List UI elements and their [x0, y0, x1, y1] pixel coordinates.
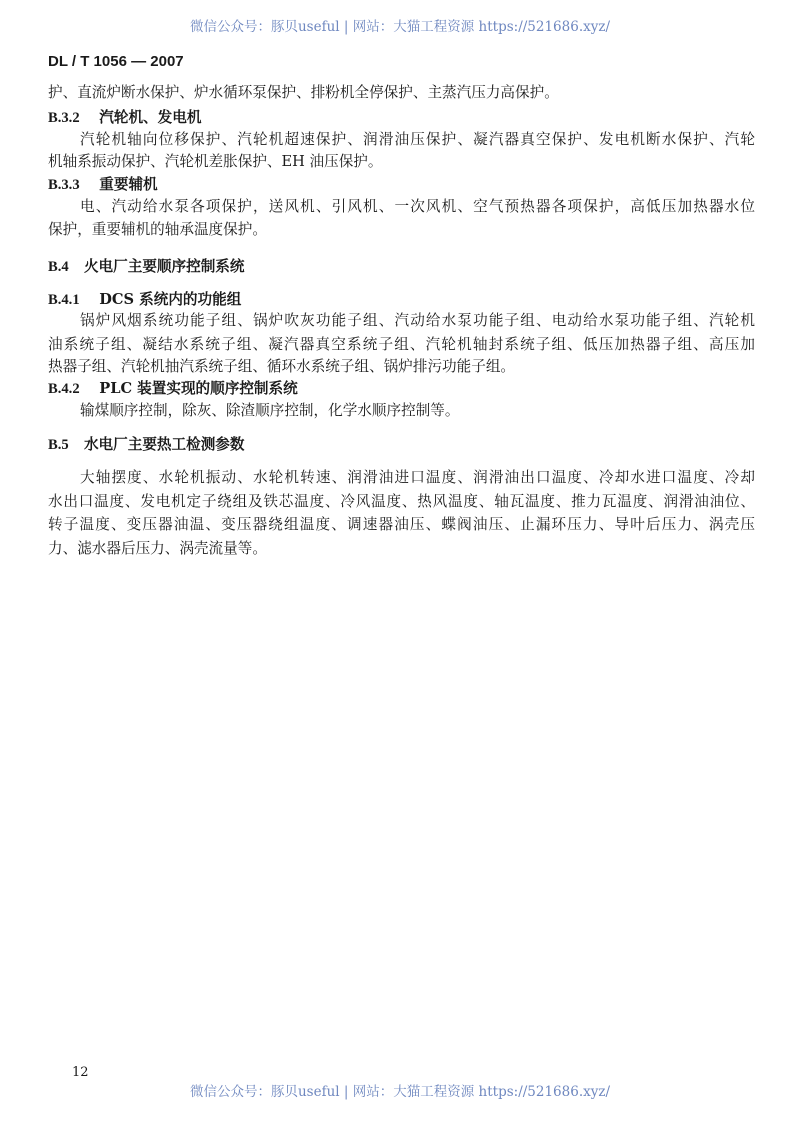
paragraph-line: 力、滤水器后压力、涡壳流量等。	[48, 540, 267, 557]
section-number: B.5	[48, 437, 69, 453]
document-id: DL / T 1056 — 2007	[48, 53, 184, 70]
section-number: B.3.3	[48, 177, 80, 193]
paragraph-line: 油系统子组、凝结水系统子组、凝汽器真空系统子组、汽轮机轴封系统子组、低压加热器子组、高压加	[48, 336, 755, 353]
section-number: B.4.2	[48, 381, 80, 397]
section-title: 汽轮机、发电机	[99, 109, 202, 126]
paragraph-line: 保护，重要辅机的轴承温度保护。	[48, 221, 267, 238]
section-title: 重要辅机	[99, 176, 158, 193]
page-number: 12	[72, 1065, 89, 1080]
paragraph-line: 水出口温度、发电机定子绕组及铁芯温度、冷风温度、热风温度、轴瓦温度、推力瓦温度、润滑油油位、	[48, 493, 755, 510]
section-title: PLC 装置实现的顺序控制系统	[99, 380, 298, 397]
paragraph-line: 汽轮机轴向位移保护、汽轮机超速保护、润滑油压保护、凝汽器真空保护、发电机断水保护、汽轮	[80, 131, 755, 148]
section-heading-b5	[48, 435, 244, 455]
section-heading-b32	[48, 108, 201, 128]
paragraph-line: 护、直流炉断水保护、炉水循环泵保护、排粉机全停保护、主蒸汽压力高保护。	[48, 84, 559, 101]
paragraph-line: 热器子组、汽轮机抽汽系统子组、循环水系统子组、锅炉排污功能子组。	[48, 358, 516, 375]
paragraph-line: 大轴摆度、水轮机振动、水轮机转速、润滑油进口温度、润滑油出口温度、冷却水进口温度、冷却	[80, 469, 755, 486]
section-heading-b33	[48, 175, 158, 195]
section-title: DCS 系统内的功能组	[99, 291, 242, 308]
section-title: 火电厂主要顺序控制系统	[83, 258, 245, 275]
watermark-top: 微信公众号：豚贝useful | 网站：大猫工程资源 https://521686.xyz/	[189, 19, 611, 35]
paragraph-line: 机轴系振动保护、汽轮机差胀保护、EH 油压保护。	[48, 153, 383, 170]
section-title: 水电厂主要热工检测参数	[83, 436, 245, 453]
paragraph-line: 转子温度、变压器油温、变压器绕组温度、调速器油压、蝶阀油压、止漏环压力、导叶后压力、涡壳压	[48, 516, 755, 533]
paragraph-line: 锅炉风烟系统功能子组、锅炉吹灰功能子组、汽动给水泵功能子组、电动给水泵功能子组、汽轮机	[80, 312, 755, 329]
watermark-bottom: 微信公众号：豚贝useful | 网站：大猫工程资源 https://521686.xyz/	[189, 1084, 611, 1100]
paragraph-line: 电、汽动给水泵各项保护，送风机、引风机、一次风机、空气预热器各项保护，高低压加热器水位	[80, 198, 755, 215]
section-heading-b4	[48, 257, 244, 277]
section-number: B.3.2	[48, 110, 80, 126]
section-number: B.4.1	[48, 292, 80, 308]
section-number: B.4	[48, 259, 69, 275]
section-heading-b42	[48, 379, 298, 399]
paragraph-line: 输煤顺序控制，除灰、除渣顺序控制，化学水顺序控制等。	[80, 402, 460, 419]
section-heading-b41	[48, 290, 241, 310]
